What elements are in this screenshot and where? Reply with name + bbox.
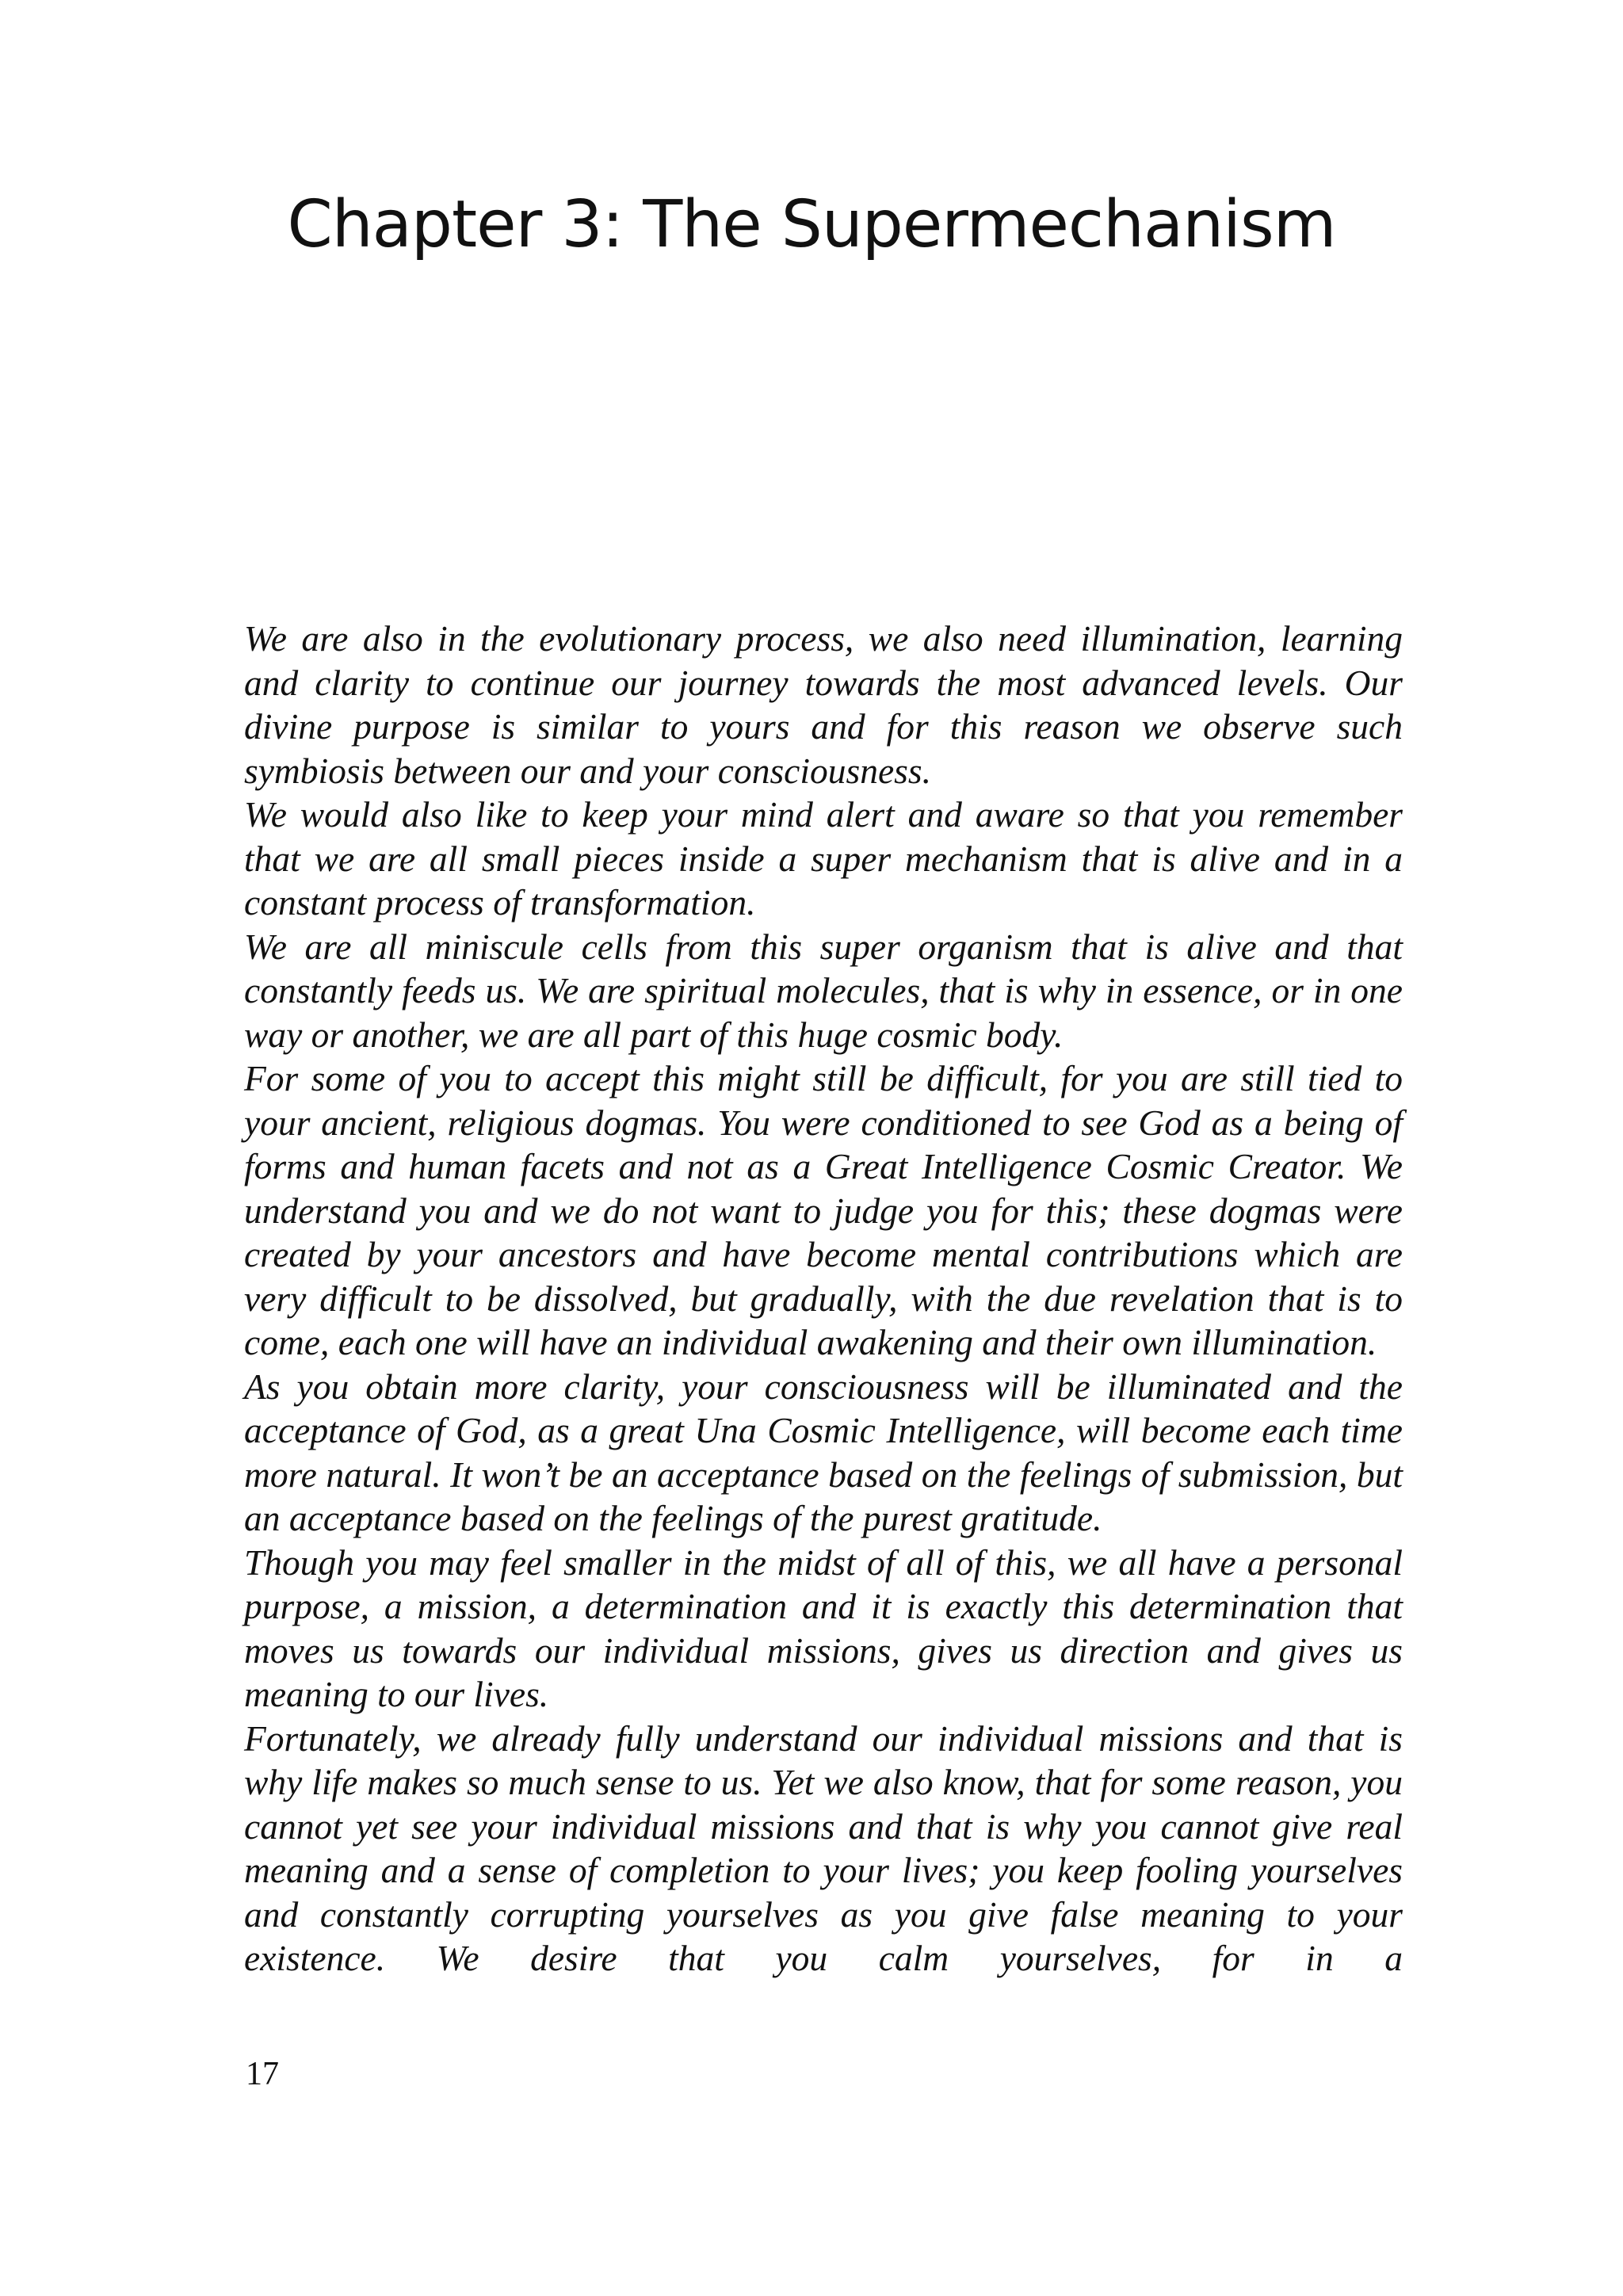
paragraph: We are all miniscule cells from this super organism that is alive and that constantly feeds us. We are spiritual molecules, that is why in essence, or in one way or another, we are all part of this huge cosmic body. (244, 926, 1403, 1055)
paragraph: Though you may feel smaller in the midst of all of this, we all have a personal purpose, a mission, a determination and it is exactly this determination that moves us towards our individual missions, gives us direction and gives us meaning to our lives. (244, 1541, 1403, 1714)
body-text (244, 617, 1403, 1981)
paragraph: For some of you to accept this might still be difficult, for you are still tied to your ancient, religious dogmas. You were conditioned to see God as a being of forms and human facets and not as a Great Intelligence Cosmic Creator. We understand you and we do not want to judge you for this; these dogmas were created by your ancestors and have become mental contributions which are very difficult to be dissolved, but gradually, with the due revelation that is to come, each one will have an individual awakening and their own illumination. (244, 1058, 1403, 1362)
paragraph: We would also like to keep your mind alert and aware so that you remember that we are all small pieces inside a super mechanism that is alive and in a constant process of transformation. (244, 794, 1403, 923)
page-number: 17 (246, 2056, 279, 2092)
chapter-title: Chapter 3: The Supermechanism (287, 187, 1336, 262)
paragraph: Fortunately, we already fully understand our individual missions and that is why life makes so much sense to us. Yet we also know, that for some reason, you cannot yet see your individual missions and that is why you cannot give real meaning and a sense of completion to your lives; you keep fooling yourselves and constantly corrupting yourselves as you give false meaning to your existence. We desire that you calm yourselves, for in a (244, 1717, 1403, 1978)
paragraph: We are also in the evolutionary process, we also need illumination, learning and clarity to continue our journey towards the most advanced levels. Our divine purpose is similar to yours and for this reason we observe such symbiosis between our and your consciousness. (244, 618, 1403, 791)
paragraph: As you obtain more clarity, your consciousness will be illuminated and the acceptance of God, as a great Una Cosmic Intelligence, will become each time more natural. It won’t be an acceptance based on the feelings of submission, but an acceptance based on the feelings of the purest gratitude. (244, 1366, 1403, 1538)
